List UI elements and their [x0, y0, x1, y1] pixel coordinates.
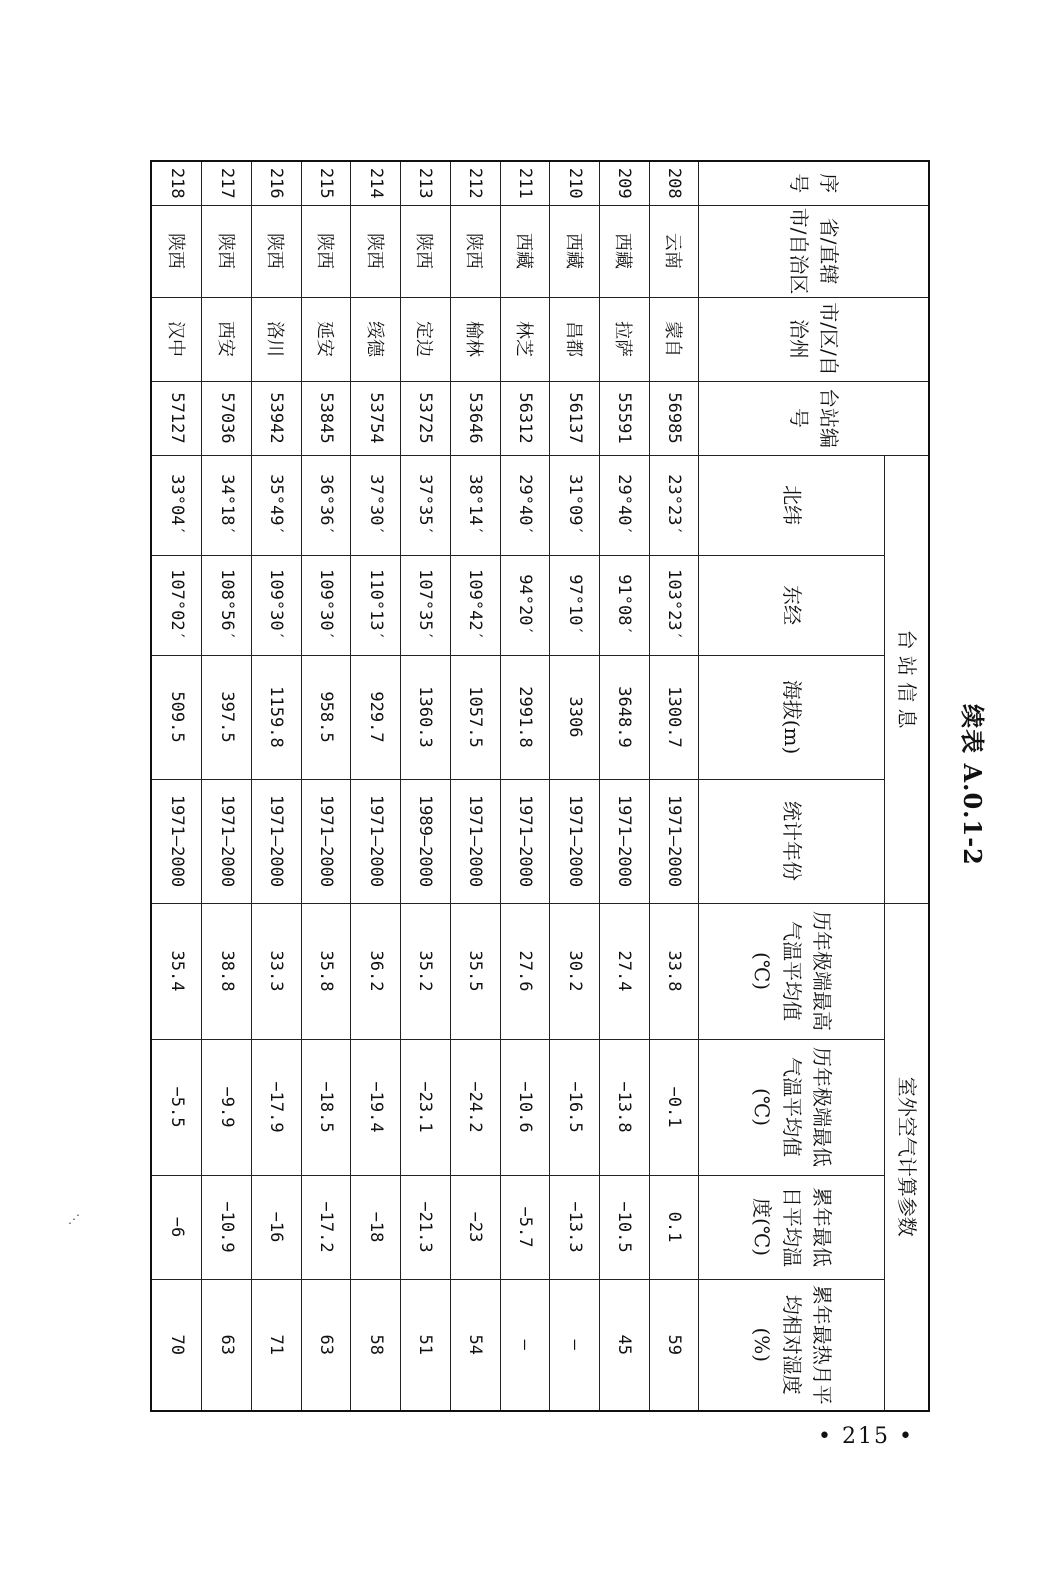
cell-province: 西藏	[500, 205, 550, 297]
cell-province: 云南	[649, 205, 699, 297]
cell-city: 拉萨	[600, 297, 650, 381]
cell-humidity: 51	[401, 1279, 451, 1411]
cell-min-temp: −0.1	[649, 1039, 699, 1175]
cell-province: 西藏	[550, 205, 600, 297]
cell-humidity: 54	[450, 1279, 500, 1411]
cell-altitude: 2991.8	[500, 655, 550, 779]
cell-humidity: —	[550, 1279, 600, 1411]
cell-lon: 103°23′	[649, 555, 699, 655]
cell-max-temp: 27.4	[600, 903, 650, 1039]
cell-station-id: 57036	[202, 381, 252, 455]
cell-lat: 34°18′	[202, 455, 252, 555]
cell-max-temp: 33.3	[251, 903, 301, 1039]
cell-min-temp: −23.1	[401, 1039, 451, 1175]
header-province: 省/直辖市/自治区	[699, 205, 929, 297]
header-city: 市/区/自治州	[699, 297, 929, 381]
cell-lat: 23°23′	[649, 455, 699, 555]
header-altitude: 海拔(m)	[699, 655, 885, 779]
cell-lon: 108°56′	[202, 555, 252, 655]
cell-min-temp: −17.9	[251, 1039, 301, 1175]
cell-max-temp: 38.8	[202, 903, 252, 1039]
cell-min-daily: −18	[351, 1175, 401, 1279]
cell-lat: 37°35′	[401, 455, 451, 555]
cell-altitude: 397.5	[202, 655, 252, 779]
cell-max-temp: 35.5	[450, 903, 500, 1039]
header-years: 统计年份	[699, 779, 885, 903]
cell-altitude: 1360.3	[401, 655, 451, 779]
cell-max-temp: 27.6	[500, 903, 550, 1039]
cell-altitude: 958.5	[301, 655, 351, 779]
cell-province: 陕西	[151, 205, 202, 297]
table-row	[202, 161, 252, 1411]
table-row	[301, 161, 351, 1411]
cell-province: 陕西	[202, 205, 252, 297]
cell-station-id: 53725	[401, 381, 451, 455]
cell-city: 西安	[202, 297, 252, 381]
cell-lat: 38°14′	[450, 455, 500, 555]
cell-seq: 218	[151, 161, 202, 205]
table-row	[450, 161, 500, 1411]
scan-mark: ⋰	[68, 1212, 80, 1226]
cell-years: 1971—2000	[251, 779, 301, 903]
cell-station-id: 53646	[450, 381, 500, 455]
cell-station-id: 53754	[351, 381, 401, 455]
cell-altitude: 3306	[550, 655, 600, 779]
cell-lon: 109°42′	[450, 555, 500, 655]
rotated-page-content	[150, 160, 987, 1410]
header-station-id: 台站编号	[699, 381, 929, 455]
cell-lon: 110°13′	[351, 555, 401, 655]
cell-seq: 210	[550, 161, 600, 205]
cell-max-temp: 33.8	[649, 903, 699, 1039]
cell-lon: 109°30′	[251, 555, 301, 655]
cell-province: 陕西	[301, 205, 351, 297]
cell-seq: 213	[401, 161, 451, 205]
cell-province: 西藏	[600, 205, 650, 297]
cell-seq: 215	[301, 161, 351, 205]
cell-lat: 31°09′	[550, 455, 600, 555]
cell-min-daily: −6	[151, 1175, 202, 1279]
cell-seq: 214	[351, 161, 401, 205]
cell-max-temp: 35.4	[151, 903, 202, 1039]
cell-lat: 36°36′	[301, 455, 351, 555]
cell-humidity: 63	[301, 1279, 351, 1411]
header-station-info-group: 台 站 信 息	[885, 455, 929, 903]
cell-station-id: 56137	[550, 381, 600, 455]
cell-lon: 94°20′	[500, 555, 550, 655]
header-min-daily: 累年最低日平均温度(℃)	[699, 1175, 885, 1279]
cell-altitude: 509.5	[151, 655, 202, 779]
cell-years: 1971—2000	[600, 779, 650, 903]
cell-humidity: 58	[351, 1279, 401, 1411]
cell-city: 洛川	[251, 297, 301, 381]
cell-years: 1971—2000	[550, 779, 600, 903]
cell-years: 1971—2000	[649, 779, 699, 903]
cell-humidity: 63	[202, 1279, 252, 1411]
header-seq: 序号	[699, 161, 929, 205]
table-row	[500, 161, 550, 1411]
cell-lat: 35°49′	[251, 455, 301, 555]
table-body	[151, 161, 699, 1411]
cell-min-temp: −24.2	[450, 1039, 500, 1175]
cell-min-temp: −5.5	[151, 1039, 202, 1175]
cell-humidity: 45	[600, 1279, 650, 1411]
table-row	[600, 161, 650, 1411]
cell-min-daily: −10.9	[202, 1175, 252, 1279]
header-min-temp: 历年极端最低气温平均值(℃)	[699, 1039, 885, 1175]
cell-seq: 212	[450, 161, 500, 205]
cell-station-id: 53845	[301, 381, 351, 455]
cell-min-daily: −10.5	[600, 1175, 650, 1279]
cell-altitude: 929.7	[351, 655, 401, 779]
cell-city: 榆林	[450, 297, 500, 381]
cell-station-id: 56312	[500, 381, 550, 455]
table-row	[550, 161, 600, 1411]
cell-seq: 209	[600, 161, 650, 205]
cell-years: 1971—2000	[500, 779, 550, 903]
cell-min-daily: −13.3	[550, 1175, 600, 1279]
cell-seq: 217	[202, 161, 252, 205]
cell-lon: 97°10′	[550, 555, 600, 655]
cell-min-temp: −19.4	[351, 1039, 401, 1175]
header-lon: 东经	[699, 555, 885, 655]
cell-lon: 107°02′	[151, 555, 202, 655]
cell-city: 蒙自	[649, 297, 699, 381]
cell-years: 1971—2000	[151, 779, 202, 903]
cell-humidity: 71	[251, 1279, 301, 1411]
cell-station-id: 55591	[600, 381, 650, 455]
cell-years: 1971—2000	[202, 779, 252, 903]
table-row	[251, 161, 301, 1411]
cell-province: 陕西	[401, 205, 451, 297]
cell-years: 1971—2000	[301, 779, 351, 903]
cell-station-id: 53942	[251, 381, 301, 455]
cell-min-daily: 0.1	[649, 1175, 699, 1279]
cell-lat: 29°40′	[600, 455, 650, 555]
cell-years: 1989—2000	[401, 779, 451, 903]
cell-min-daily: −16	[251, 1175, 301, 1279]
cell-city: 林芝	[500, 297, 550, 381]
cell-lat: 29°40′	[500, 455, 550, 555]
cell-province: 陕西	[450, 205, 500, 297]
table-row	[151, 161, 202, 1411]
cell-city: 汉中	[151, 297, 202, 381]
cell-seq: 208	[649, 161, 699, 205]
cell-max-temp: 36.2	[351, 903, 401, 1039]
cell-altitude: 3648.9	[600, 655, 650, 779]
cell-station-id: 56985	[649, 381, 699, 455]
cell-min-temp: −13.8	[600, 1039, 650, 1175]
cell-province: 陕西	[251, 205, 301, 297]
cell-altitude: 1057.5	[450, 655, 500, 779]
cell-max-temp: 30.2	[550, 903, 600, 1039]
cell-min-temp: −18.5	[301, 1039, 351, 1175]
cell-min-daily: −5.7	[500, 1175, 550, 1279]
header-max-temp: 历年极端最高气温平均值(℃)	[699, 903, 885, 1039]
cell-city: 延安	[301, 297, 351, 381]
cell-lat: 33°04′	[151, 455, 202, 555]
cell-min-daily: −23	[450, 1175, 500, 1279]
cell-lat: 37°30′	[351, 455, 401, 555]
header-humidity: 累年最热月平均相对湿度(%)	[699, 1279, 885, 1411]
cell-max-temp: 35.2	[401, 903, 451, 1039]
table-row	[351, 161, 401, 1411]
cell-humidity: 70	[151, 1279, 202, 1411]
cell-altitude: 1300.7	[649, 655, 699, 779]
cell-min-daily: −21.3	[401, 1175, 451, 1279]
page-number: • 215 •	[818, 1424, 914, 1449]
cell-province: 陕西	[351, 205, 401, 297]
cell-city: 绥德	[351, 297, 401, 381]
cell-years: 1971—2000	[450, 779, 500, 903]
cell-lon: 91°08′	[600, 555, 650, 655]
cell-altitude: 1159.8	[251, 655, 301, 779]
cell-station-id: 57127	[151, 381, 202, 455]
cell-humidity: —	[500, 1279, 550, 1411]
cell-min-temp: −16.5	[550, 1039, 600, 1175]
climate-data-table	[150, 160, 930, 1412]
header-lat: 北纬	[699, 455, 885, 555]
cell-lon: 107°35′	[401, 555, 451, 655]
cell-humidity: 59	[649, 1279, 699, 1411]
table-caption: 续表 A.0.1-2	[958, 704, 987, 866]
table-row	[401, 161, 451, 1411]
cell-max-temp: 35.8	[301, 903, 351, 1039]
cell-years: 1971—2000	[351, 779, 401, 903]
cell-seq: 216	[251, 161, 301, 205]
cell-min-temp: −10.6	[500, 1039, 550, 1175]
table-row	[649, 161, 699, 1411]
cell-city: 昌都	[550, 297, 600, 381]
cell-min-temp: −9.9	[202, 1039, 252, 1175]
cell-lon: 109°30′	[301, 555, 351, 655]
cell-seq: 211	[500, 161, 550, 205]
cell-city: 定边	[401, 297, 451, 381]
header-outdoor-group: 室外空气计算参数	[885, 903, 929, 1411]
cell-min-daily: −17.2	[301, 1175, 351, 1279]
